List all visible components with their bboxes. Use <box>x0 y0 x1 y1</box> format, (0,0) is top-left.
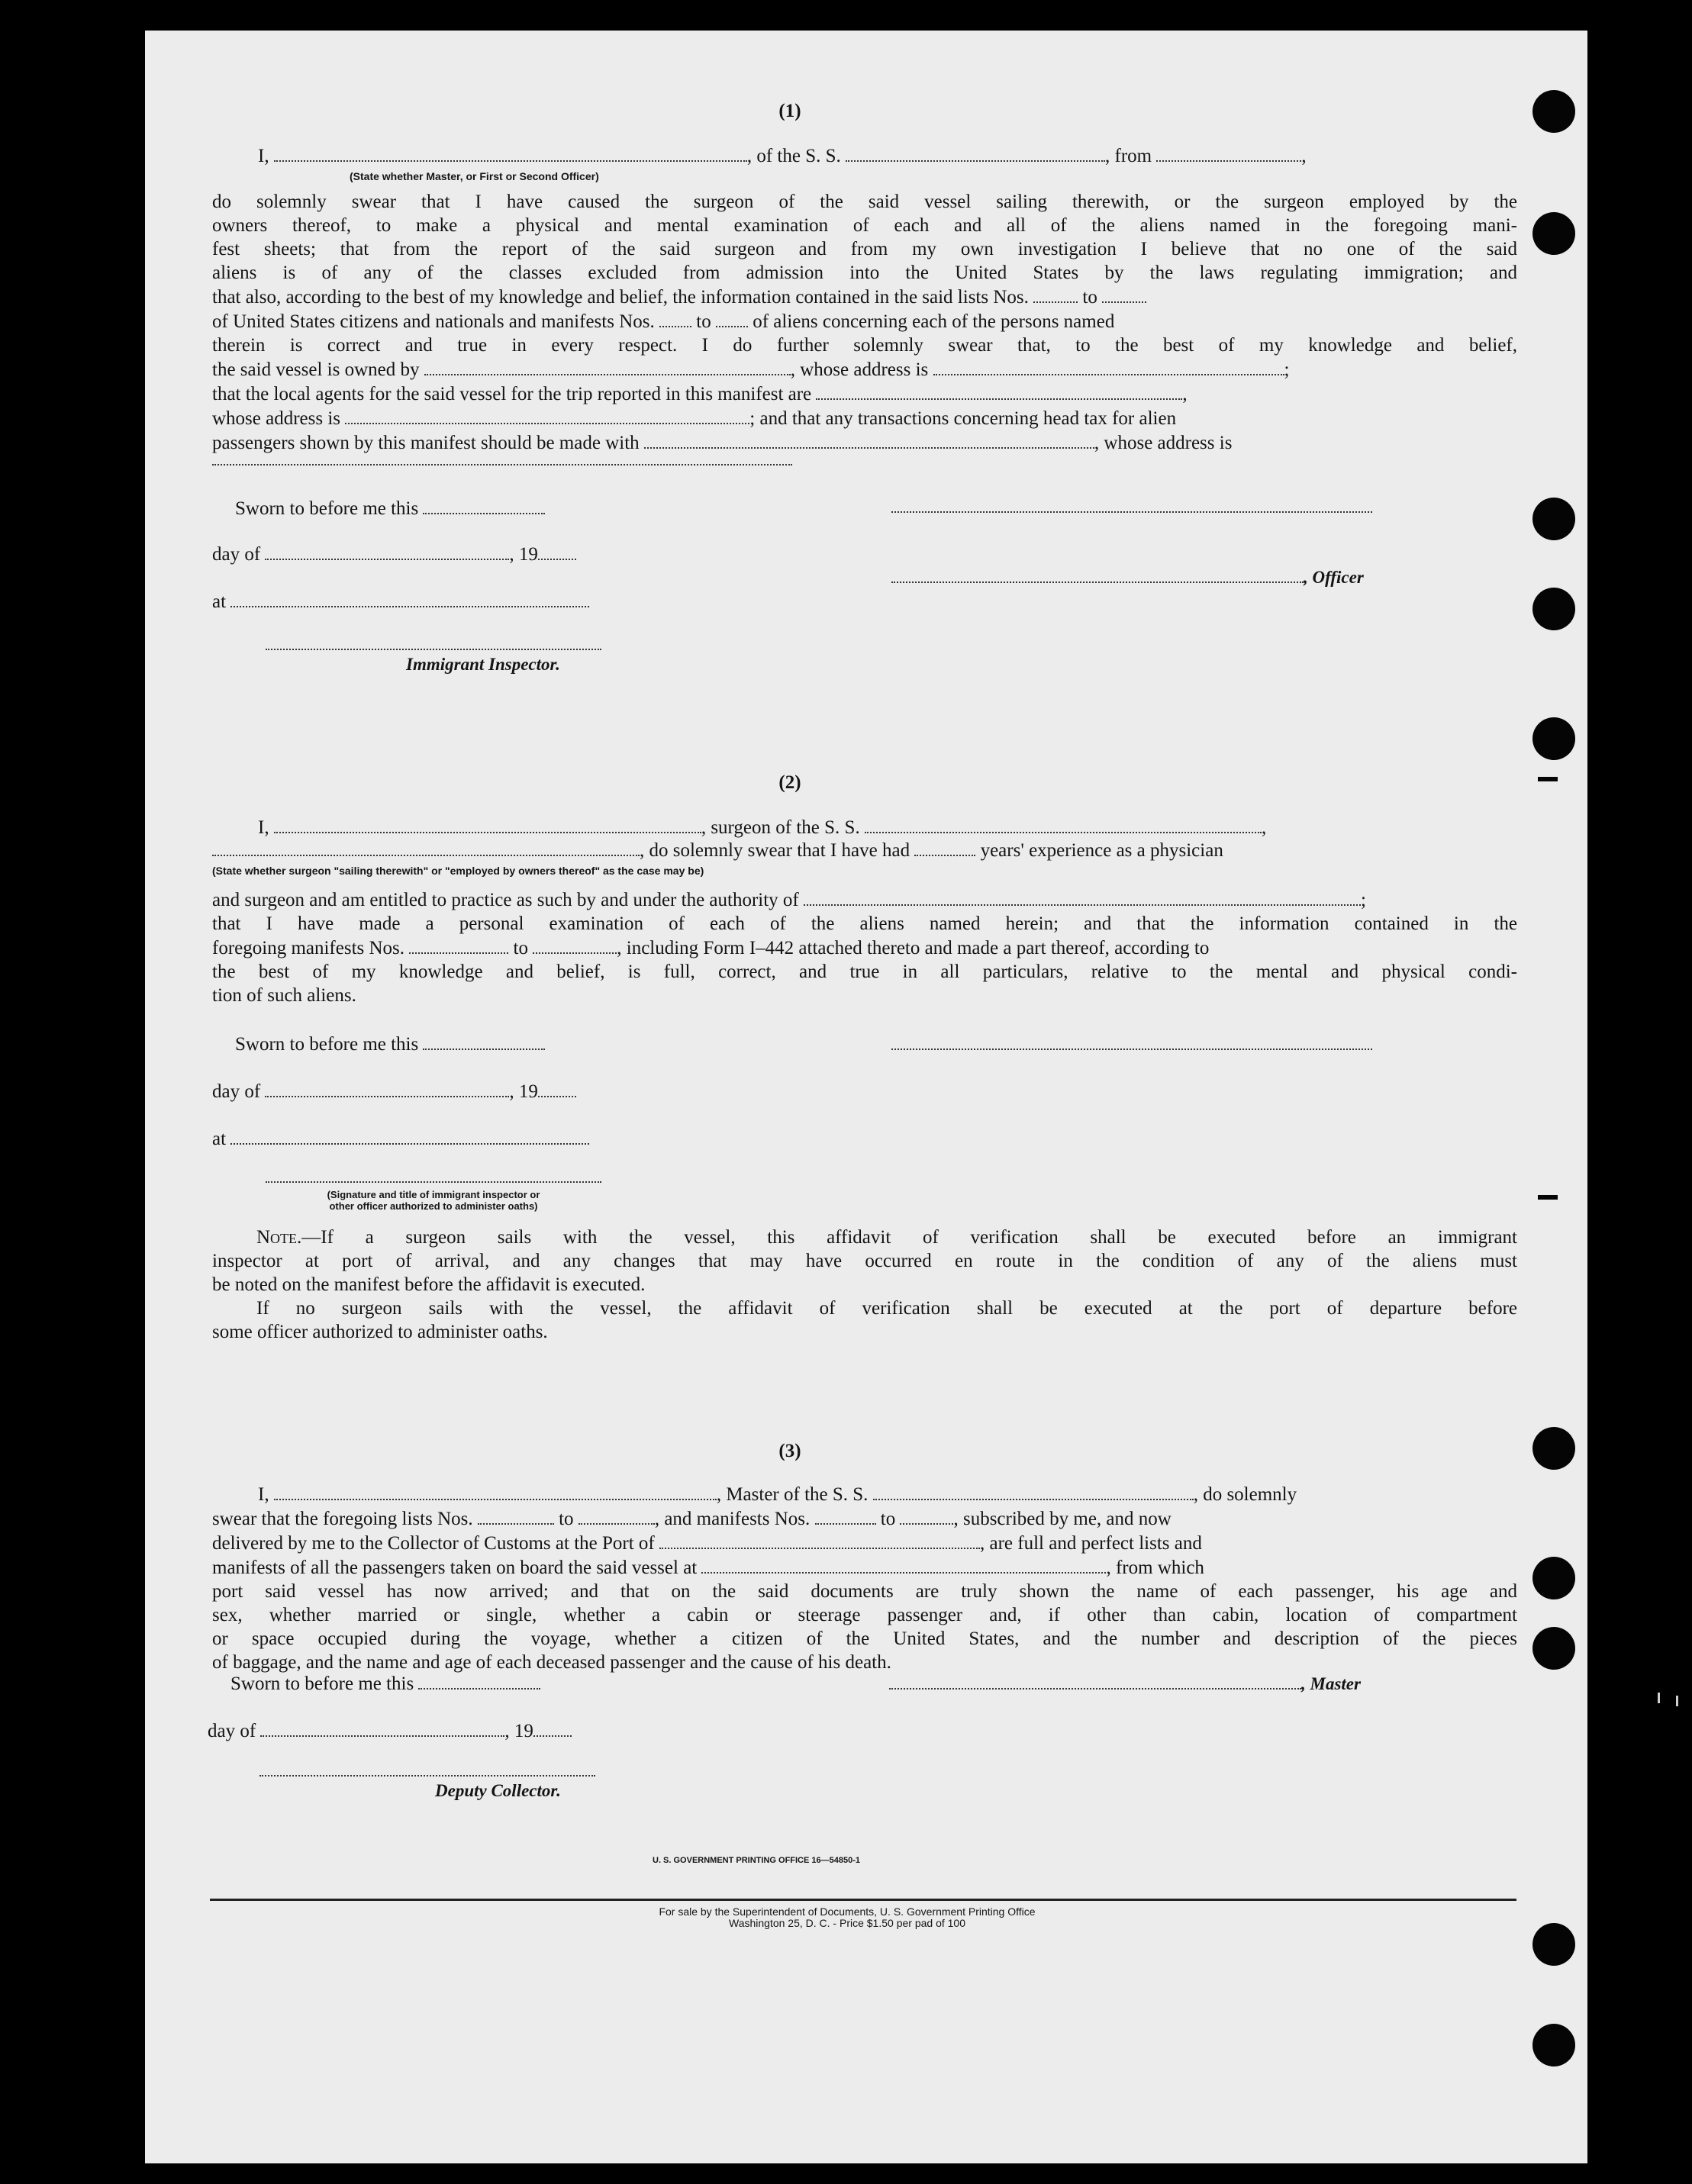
binder-hole <box>1532 212 1575 255</box>
s1-body-line: do solemnly swear that I have caused the surgeon of the said vessel sailing therewith, or the surgeon employed by the <box>212 192 1517 212</box>
binder-hole <box>1532 90 1575 133</box>
s2-inspector-signature-field[interactable] <box>266 1181 601 1183</box>
s3-body-line: manifests of all the passengers taken on board the said vessel at , from which <box>212 1555 1517 1580</box>
s2-day-field[interactable] <box>265 1079 509 1097</box>
s2-surgeon-signature-field[interactable] <box>891 1049 1372 1050</box>
s1-body-line: aliens is of any of the classes excluded from admission into the United States by the laws regulating immigration; and <box>212 263 1517 283</box>
s1-lists-to-field[interactable] <box>1102 285 1146 303</box>
s3-manifests-from-field[interactable] <box>815 1506 876 1525</box>
s1-address-continuation-field[interactable] <box>212 464 792 465</box>
s2-body-line: tion of such aliens. <box>212 985 356 1006</box>
s3-departure-port-field[interactable] <box>701 1555 1106 1574</box>
s1-lists-from-field[interactable] <box>1033 285 1078 303</box>
s2-years-field[interactable] <box>914 838 975 856</box>
margin-mark <box>1538 777 1558 781</box>
s1-day-line: day of , 19 <box>212 542 576 566</box>
s1-inspector-signature-field[interactable] <box>266 649 601 650</box>
s1-i-label: I, <box>258 146 269 166</box>
binder-hole <box>1532 717 1575 760</box>
s3-vessel-name-field[interactable] <box>873 1482 1194 1500</box>
s1-year-field[interactable] <box>538 542 576 560</box>
s1-manifests-to-field[interactable] <box>716 309 748 327</box>
s3-body-line: swear that the foregoing lists Nos. to , and manifests Nos. to , subscribed by me, and now <box>212 1506 1517 1531</box>
s3-body-line: or space occupied during the voyage, whether a citizen of the United States, and the number and description of the pieces <box>212 1628 1517 1649</box>
s2-sworn-line: Sworn to before me this <box>235 1032 545 1056</box>
scan-artifact <box>1676 1696 1678 1706</box>
s1-day-field[interactable] <box>265 542 509 560</box>
s3-master-signature-field[interactable] <box>889 1671 1301 1690</box>
s1-body-line: that also, according to the best of my knowledge and belief, the information contained in the said lists Nos. to <box>212 285 1517 309</box>
s1-body-line: whose address is ; and that any transactions concerning head tax for alien <box>212 406 1517 430</box>
s3-body-line: sex, whether married or single, whether a cabin or steerage passenger and, if other than cabin, location of compartment <box>212 1605 1517 1625</box>
s3-lists-from-field[interactable] <box>478 1506 554 1525</box>
s2-line-2: , do solemnly swear that I have had years' experience as a physician <box>212 838 1223 862</box>
s2-body-line: that I have made a personal examination of each of the aliens named herein; and that the information contained in the <box>212 913 1517 934</box>
section-1-number: (1) <box>778 101 801 121</box>
s1-body-line: passengers shown by this manifest should be made with , whose address is <box>212 430 1517 455</box>
s2-at-line: at <box>212 1126 589 1151</box>
binder-hole <box>1532 1557 1575 1599</box>
s2-sworn-date-field[interactable] <box>423 1032 545 1050</box>
s3-master-line <box>889 1671 1361 1696</box>
s2-day-line: day of , 19 <box>212 1079 576 1103</box>
s1-at-line: at <box>212 589 589 614</box>
s1-sworn-date-field[interactable] <box>423 496 545 514</box>
s3-master-label: , Master <box>1301 1674 1361 1693</box>
footer-rule <box>210 1899 1516 1901</box>
s2-surgeon-status-field[interactable] <box>212 838 640 856</box>
s3-sworn-line: Sworn to before me this <box>230 1671 540 1696</box>
s3-lists-to-field[interactable] <box>579 1506 655 1525</box>
binder-hole <box>1532 1427 1575 1470</box>
s1-body-line: of United States citizens and nationals and manifests Nos. to of aliens concerning each of the persons named <box>212 309 1517 333</box>
s3-body <box>212 1482 1517 1674</box>
binder-hole <box>1532 588 1575 630</box>
s2-note-line: be noted on the manifest before the affidavit is executed. <box>212 1274 646 1295</box>
s2-surgeon-note: (State whether surgeon "sailing therewith" or "employed by owners thereof" as the case may be) <box>212 865 704 877</box>
s2-manifests-to-field[interactable] <box>533 936 617 954</box>
s2-body-line: foregoing manifests Nos. to , including Form I–442 attached thereto and made a part thereof, according to <box>212 936 1517 960</box>
s3-body-line: I, , Master of the S. S. , do solemnly <box>212 1482 1517 1506</box>
gpo-imprint: U. S. GOVERNMENT PRINTING OFFICE 16—54850-1 <box>653 1856 861 1865</box>
section-2-number: (2) <box>778 772 801 793</box>
s1-of-ss-label: , of the S. S. <box>746 146 841 166</box>
s2-authority-field[interactable] <box>804 887 1361 906</box>
s1-vessel-name-field[interactable] <box>846 143 1105 162</box>
s3-day-field[interactable] <box>260 1719 504 1737</box>
s3-year-field[interactable] <box>533 1719 572 1737</box>
s2-note-line: some officer authorized to administer oaths. <box>212 1322 548 1342</box>
binder-hole <box>1532 1923 1575 1966</box>
s1-manifests-from-field[interactable] <box>659 309 691 327</box>
s3-collector-signature-field[interactable] <box>259 1775 595 1777</box>
s1-officer-name-field[interactable] <box>274 143 747 162</box>
s1-head-tax-field[interactable] <box>644 430 1094 449</box>
s2-note-label: Note. <box>256 1227 302 1248</box>
s3-body-line: of baggage, and the name and age of each deceased passenger and the cause of his death. <box>212 1652 891 1673</box>
s2-note-line: inspector at port of arrival, and any changes that may have occurred en route in the condition of any of the aliens must <box>212 1251 1517 1271</box>
s2-at-place-field[interactable] <box>230 1126 589 1145</box>
s1-from-label: , from <box>1105 146 1152 166</box>
s1-body-line: the said vessel is owned by , whose address is ; <box>212 357 1517 382</box>
s1-line-1: I, , of the S. S. , from , <box>258 143 1307 168</box>
s1-inspector-label: Immigrant Inspector. <box>406 655 560 674</box>
s2-surgeon-name-field[interactable] <box>274 815 701 833</box>
s1-body-line: fest sheets; that from the report of the said surgeon and from my own investigation I believe that no one of the said <box>212 239 1517 259</box>
s1-sworn-line: Sworn to before me this <box>235 496 545 520</box>
s2-year-field[interactable] <box>538 1079 576 1097</box>
section-3-number: (3) <box>778 1441 801 1461</box>
s2-note-line: Note.—If a surgeon sails with the vessel, this affidavit of verification shall be executed before an immigrant <box>256 1227 1517 1248</box>
s2-signature-note: (Signature and title of immigrant inspector or other officer authorized to administer oaths) <box>327 1189 540 1212</box>
s3-port-field[interactable] <box>659 1531 980 1549</box>
s2-note <box>212 1226 1517 1344</box>
s1-from-port-field[interactable] <box>1156 143 1301 162</box>
binder-hole <box>1532 1627 1575 1670</box>
s1-agents-address-field[interactable] <box>345 406 749 424</box>
s2-body-line: and surgeon and am entitled to practice as such by and under the authority of ; <box>212 887 1517 912</box>
s2-note-line: If no surgeon sails with the vessel, the affidavit of verification shall be executed at the port of departure before <box>256 1298 1517 1319</box>
scan-artifact <box>1658 1693 1660 1703</box>
s3-body-line: delivered by me to the Collector of Customs at the Port of , are full and perfect lists and <box>212 1531 1517 1555</box>
s1-officer-signature-field[interactable] <box>891 511 1372 513</box>
form-page <box>145 31 1587 2163</box>
s1-body-line: therein is correct and true in every respect. I do further solemnly swear that, to the best of my knowledge and belief, <box>212 335 1517 356</box>
binder-hole <box>1532 2024 1575 2066</box>
s1-body <box>212 190 1517 455</box>
s1-at-place-field[interactable] <box>230 589 589 607</box>
s1-officer-note: (State whether Master, or First or Second Officer) <box>350 170 599 182</box>
s2-line-1: I, , surgeon of the S. S. , <box>258 815 1266 839</box>
s1-officer-title-field[interactable] <box>891 565 1304 583</box>
s1-owner-field[interactable] <box>424 357 791 375</box>
s1-body-line: owners thereof, to make a physical and mental examination of each and all of the aliens named in the foregoing mani- <box>212 215 1517 236</box>
s3-sworn-date-field[interactable] <box>418 1671 540 1690</box>
s1-agents-field[interactable] <box>816 382 1182 400</box>
margin-mark <box>1538 1195 1558 1200</box>
s3-master-name-field[interactable] <box>274 1482 717 1500</box>
s3-collector-label: Deputy Collector. <box>435 1781 561 1800</box>
s3-manifests-to-field[interactable] <box>900 1506 953 1525</box>
s2-vessel-name-field[interactable] <box>865 815 1262 833</box>
s1-officer-label: , Officer <box>1304 568 1364 587</box>
s2-manifests-from-field[interactable] <box>409 936 508 954</box>
s1-body-line: that the local agents for the said vessel for the trip reported in this manifest are , <box>212 382 1517 406</box>
s1-officer-line <box>891 565 1364 589</box>
s2-body <box>212 887 1517 1007</box>
s3-body-line: port said vessel has now arrived; and that on the said documents are truly shown the name of each passenger, his age and <box>212 1581 1517 1602</box>
binder-hole <box>1532 498 1575 540</box>
s3-day-line: day of , 19 <box>208 1719 572 1743</box>
footer-sale-note: For sale by the Superintendent of Documents, U. S. Government Printing Office Washington 25, D. C. - Price $1.50 per pad of 100 <box>659 1905 1036 1929</box>
s2-body-line: the best of my knowledge and belief, is full, correct, and true in all particulars, relative to the mental and physical condi- <box>212 962 1517 982</box>
s1-owner-address-field[interactable] <box>933 357 1284 375</box>
